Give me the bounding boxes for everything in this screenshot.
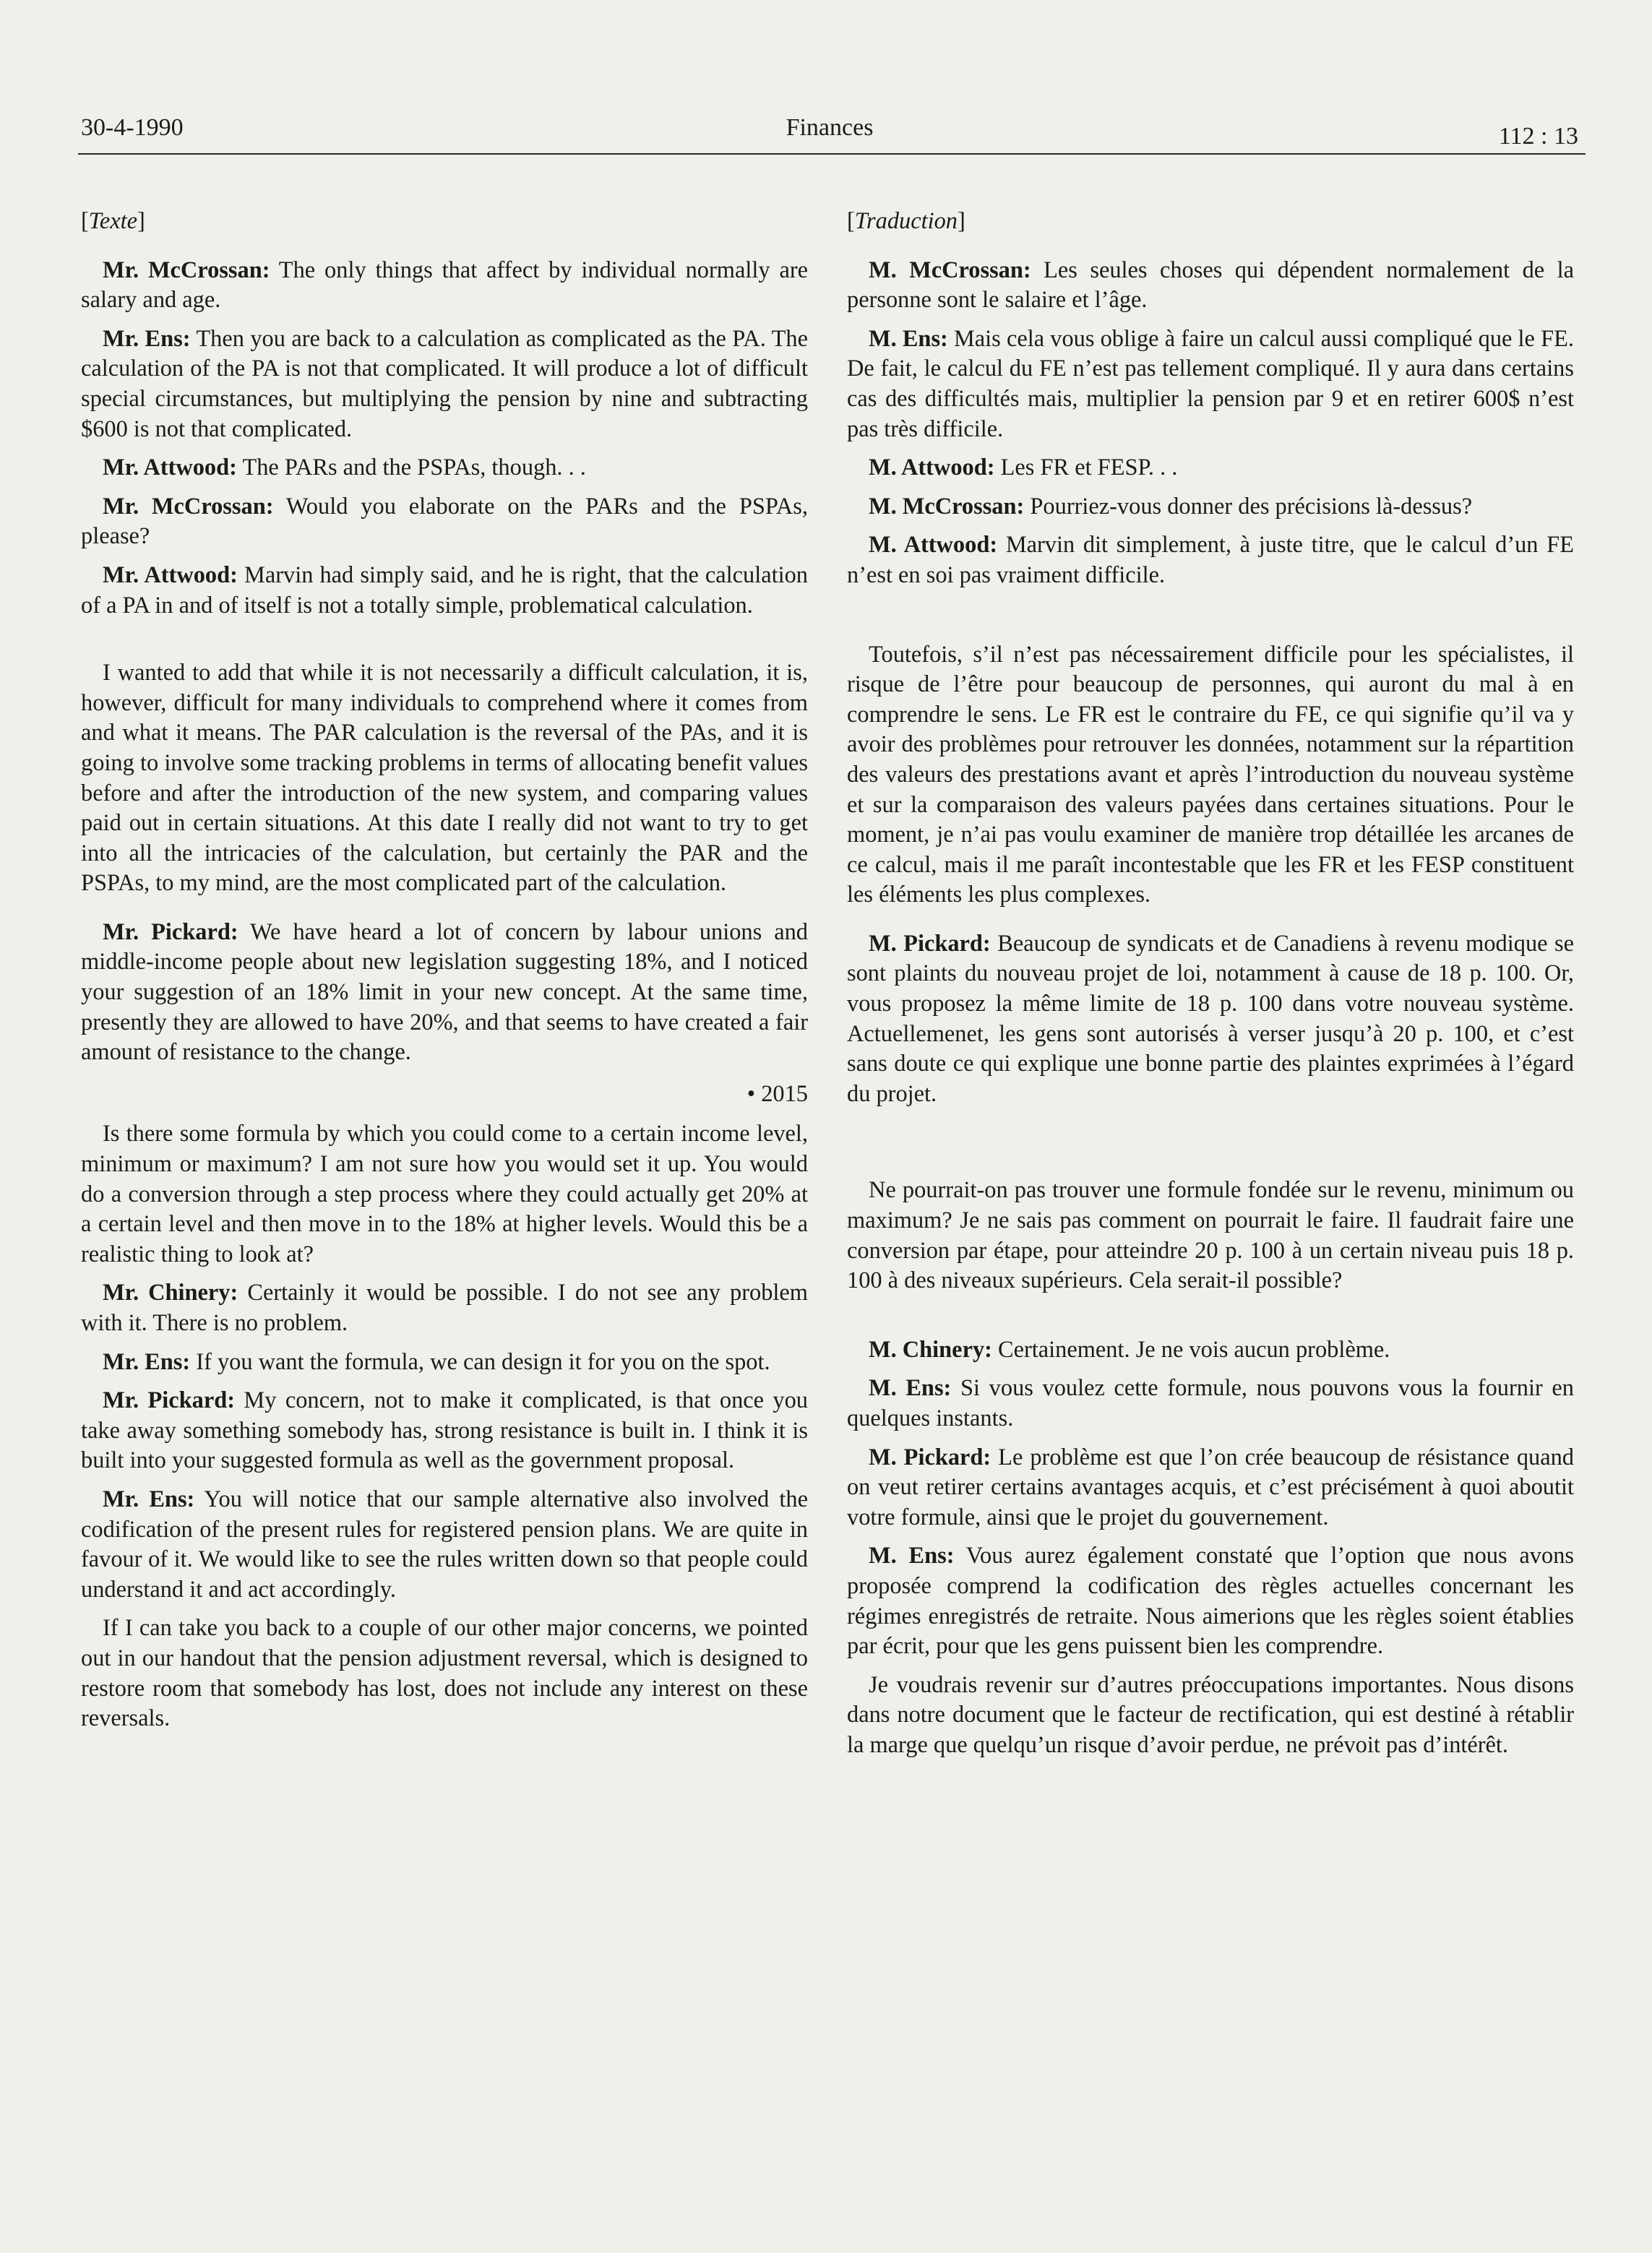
paragraph: M. Attwood: Les FR et FESP. . . [869, 455, 1178, 481]
paragraph: M. Pickard: Beaucoup de syndicats et de Canadiens à revenu modique se sont plaints du nouveau projet de loi, notamment à cause de 18 p. 100. Or, vous proposez la même limite de 18 p. 100 dans votre nouveau système. Actuellemenet, les gens sont autorisés à verser jusqu’à 20 p. 100, et c’est sans doute ce qui explique une bonne partie des plaintes exprimées à l’égard du projet. [847, 930, 1574, 1107]
column-tag: [Texte] [81, 208, 145, 234]
header-date: 30-4-1990 [81, 114, 184, 141]
paragraph: Mr. Attwood: The PARs and the PSPAs, though. . . [103, 455, 586, 481]
speaker-name: Mr. Pickard: [103, 1387, 236, 1414]
paragraph: Is there some formula by which you could come to a certain income level, minimum or maximum? I am not sure how you would set it up. You would do a conversion through a step process where they could actually get 20% at a certain level and then move in to the 18% at higher levels. Would this be a realistic thing to look at? [81, 1121, 808, 1267]
paragraph: Mr. Ens: You will notice that our sample alternative also involved the codification of the present rules for registered pension plans. We are quite in favour of it. We would like to see the rules written down so that people could understand it and act accordingly. [81, 1486, 808, 1603]
paragraph: Ne pourrait-on pas trouver une formule fondée sur le revenu, minimum ou maximum? Je ne sais pas comment on pourrait le faire. Il faudrait faire une conversion par étape, pour atteindre 20 p. 100 à un certain niveau puis 18 p. 100 à des niveaux supérieurs. Cela serait-il possible? [847, 1177, 1574, 1294]
column-tag: [Traduction] [847, 208, 965, 234]
speaker-name: M. Chinery: [869, 1336, 992, 1363]
speaker-name: Mr. Chinery: [103, 1280, 238, 1306]
paragraph: M. Attwood: Marvin dit simplement, à juste titre, que le calcul d’un FE n’est en soi pas vraiment difficile. [847, 532, 1574, 588]
paragraph: Mr. McCrossan: Would you elaborate on the PARs and the PSPAs, please? [81, 493, 808, 550]
speaker-name: Mr. Pickard: [103, 918, 238, 945]
paragraph: Mr. Pickard: My concern, not to make it complicated, is that once you take away something somebody has, strong resistance is built in. I think it is built into your suggested formula as well as the government proposal. [81, 1387, 809, 1474]
speaker-name: M. Ens: [869, 325, 948, 352]
speaker-name: M. Pickard: [869, 930, 991, 957]
paragraph: M. McCrossan: Pourriez-vous donner des précisions là-dessus? [869, 493, 1473, 520]
paragraph: Toutefois, s’il n’est pas nécessairement difficile pour les spécialistes, il risque de l’être pour beaucoup de personnes, qui auront du mal à en comprendre le sens. Le FR est le contraire du FE, ce qui signifie qu’il va y avoir des problèmes pour retrouver les données, notamment sur la répartition des valeurs des prestations avant et après l’introduction du nouveau système et sur la comparaison des valeurs payées dans certaines situations. Pour le moment, je n’ai pas voulu examiner de manière trop détaillée les arcanes de ce calcul, mais il me paraît incontestable que les FR et les FESP constituent les éléments les plus complexes. [847, 641, 1574, 908]
speaker-name: Mr. Ens: [103, 325, 191, 352]
header-title: Finances [786, 114, 874, 141]
speaker-name: M. Attwood: [869, 455, 995, 481]
paragraph: M. Pickard: Le problème est que l’on crée beaucoup de résistance quand on veut retirer certains avantages acquis, et c’est précisément à quoi aboutit votre formule, ainsi que le projet du gouvernement. [847, 1444, 1574, 1530]
speaker-name: M. McCrossan: [869, 257, 1031, 283]
paragraph: I wanted to add that while it is not necessarily a difficult calculation, it is, however, difficult for many individuals to comprehend where it comes from and what it means. The PAR calculation is the reversal of the PAs, and it is going to involve some tracking problems in terms of allocating benefit values before and after the introduction of the new system, and comparing values paid out in certain situations. At this date I really did not want to try to get into all the intricacies of the calculation, but certainly the PAR and the PSPAs, to my mind, are the most complicated part of the calculation. [81, 660, 808, 897]
speaker-name: M. Attwood: [869, 532, 998, 559]
paragraph: M. Ens: Mais cela vous oblige à faire un calcul aussi compliqué que le FE. De fait, le calcul du FE n’est pas tellement compliqué. Il y aura dans certains cas des difficultés mais, multiplier la pension par 9 et en retirer 600$ n’est pas très difficile. [847, 325, 1574, 442]
paragraph: If I can take you back to a couple of our other major concerns, we pointed out in our handout that the pension adjustment reversal, which is designed to restore room that somebody has lost, does not include any interest on these reversals. [81, 1615, 808, 1732]
paragraph: Mr. Ens: Then you are back to a calculation as complicated as the PA. The calculation of the PA is not that complicated. It will produce a lot of difficult special circumstances, but multiplying the pension by nine and subtracting $600 is not that complicated. [81, 325, 808, 442]
french-column [847, 207, 1574, 1770]
page-header [81, 114, 1578, 158]
paragraph: Mr. Pickard: We have heard a lot of concern by labour unions and middle-income people about new legislation suggesting 18%, and I noticed your suggestion of an 18% limit in your new concept. At the same time, presently they are allowed to have 20%, and that seems to have created a fair amount of resistance to the change. [81, 918, 808, 1066]
header-rule [78, 153, 1586, 155]
paragraph: M. Ens: Si vous voulez cette formule, nous pouvons vous la fournir en quelques instants. [847, 1375, 1574, 1431]
paragraph: Mr. Chinery: Certainly it would be possible. I do not see any problem with it. There is no problem. [81, 1280, 808, 1336]
speaker-name: Mr. Ens: [103, 1348, 191, 1375]
speaker-name: M. Ens: [869, 1375, 952, 1402]
paragraph: M. Ens: Vous aurez également constaté que l’option que nous avons proposée comprend la codification des règles actuelles concernant les régimes enregistrés de retraite. Nous aimerions que les règles soient établies par écrit, pour que les gens puissent bien les comprendre. [847, 1543, 1574, 1660]
speaker-name: Mr. Attwood: [103, 455, 237, 481]
header-page-number: 112 : 13 [1498, 123, 1578, 150]
time-marker: • 2015 [747, 1080, 808, 1107]
speaker-name: Mr. McCrossan: [103, 493, 274, 520]
paragraph: Mr. McCrossan: The only things that affect by individual normally are salary and age. [81, 257, 808, 314]
speaker-name: Mr. Attwood: [103, 561, 238, 588]
paragraph: M. McCrossan: Les seules choses qui dépendent normalement de la personne sont le salaire et l’âge. [847, 257, 1574, 314]
speaker-name: Mr. McCrossan: [103, 257, 270, 283]
speaker-name: M. Pickard: [869, 1444, 991, 1470]
paragraph: Mr. Attwood: Marvin had simply said, and he is right, that the calculation of a PA in and of itself is not a totally simple, problematical calculation. [81, 561, 808, 619]
english-column [81, 207, 808, 1743]
paragraph: Mr. Ens: If you want the formula, we can design it for you on the spot. [103, 1348, 770, 1375]
speaker-name: M. McCrossan: [869, 493, 1025, 520]
speaker-name: Mr. Ens: [103, 1486, 195, 1512]
paragraph: M. Chinery: Certainement. Je ne vois aucun problème. [869, 1336, 1390, 1363]
speaker-name: M. Ens: [869, 1543, 955, 1569]
paragraph: Je voudrais revenir sur d’autres préoccupations importantes. Nous disons dans notre document que le facteur de rectification, qui est destiné à rétablir la marge que quelqu’un risque d’avoir perdue, ne prévoit pas d’intérêt. [847, 1671, 1574, 1758]
